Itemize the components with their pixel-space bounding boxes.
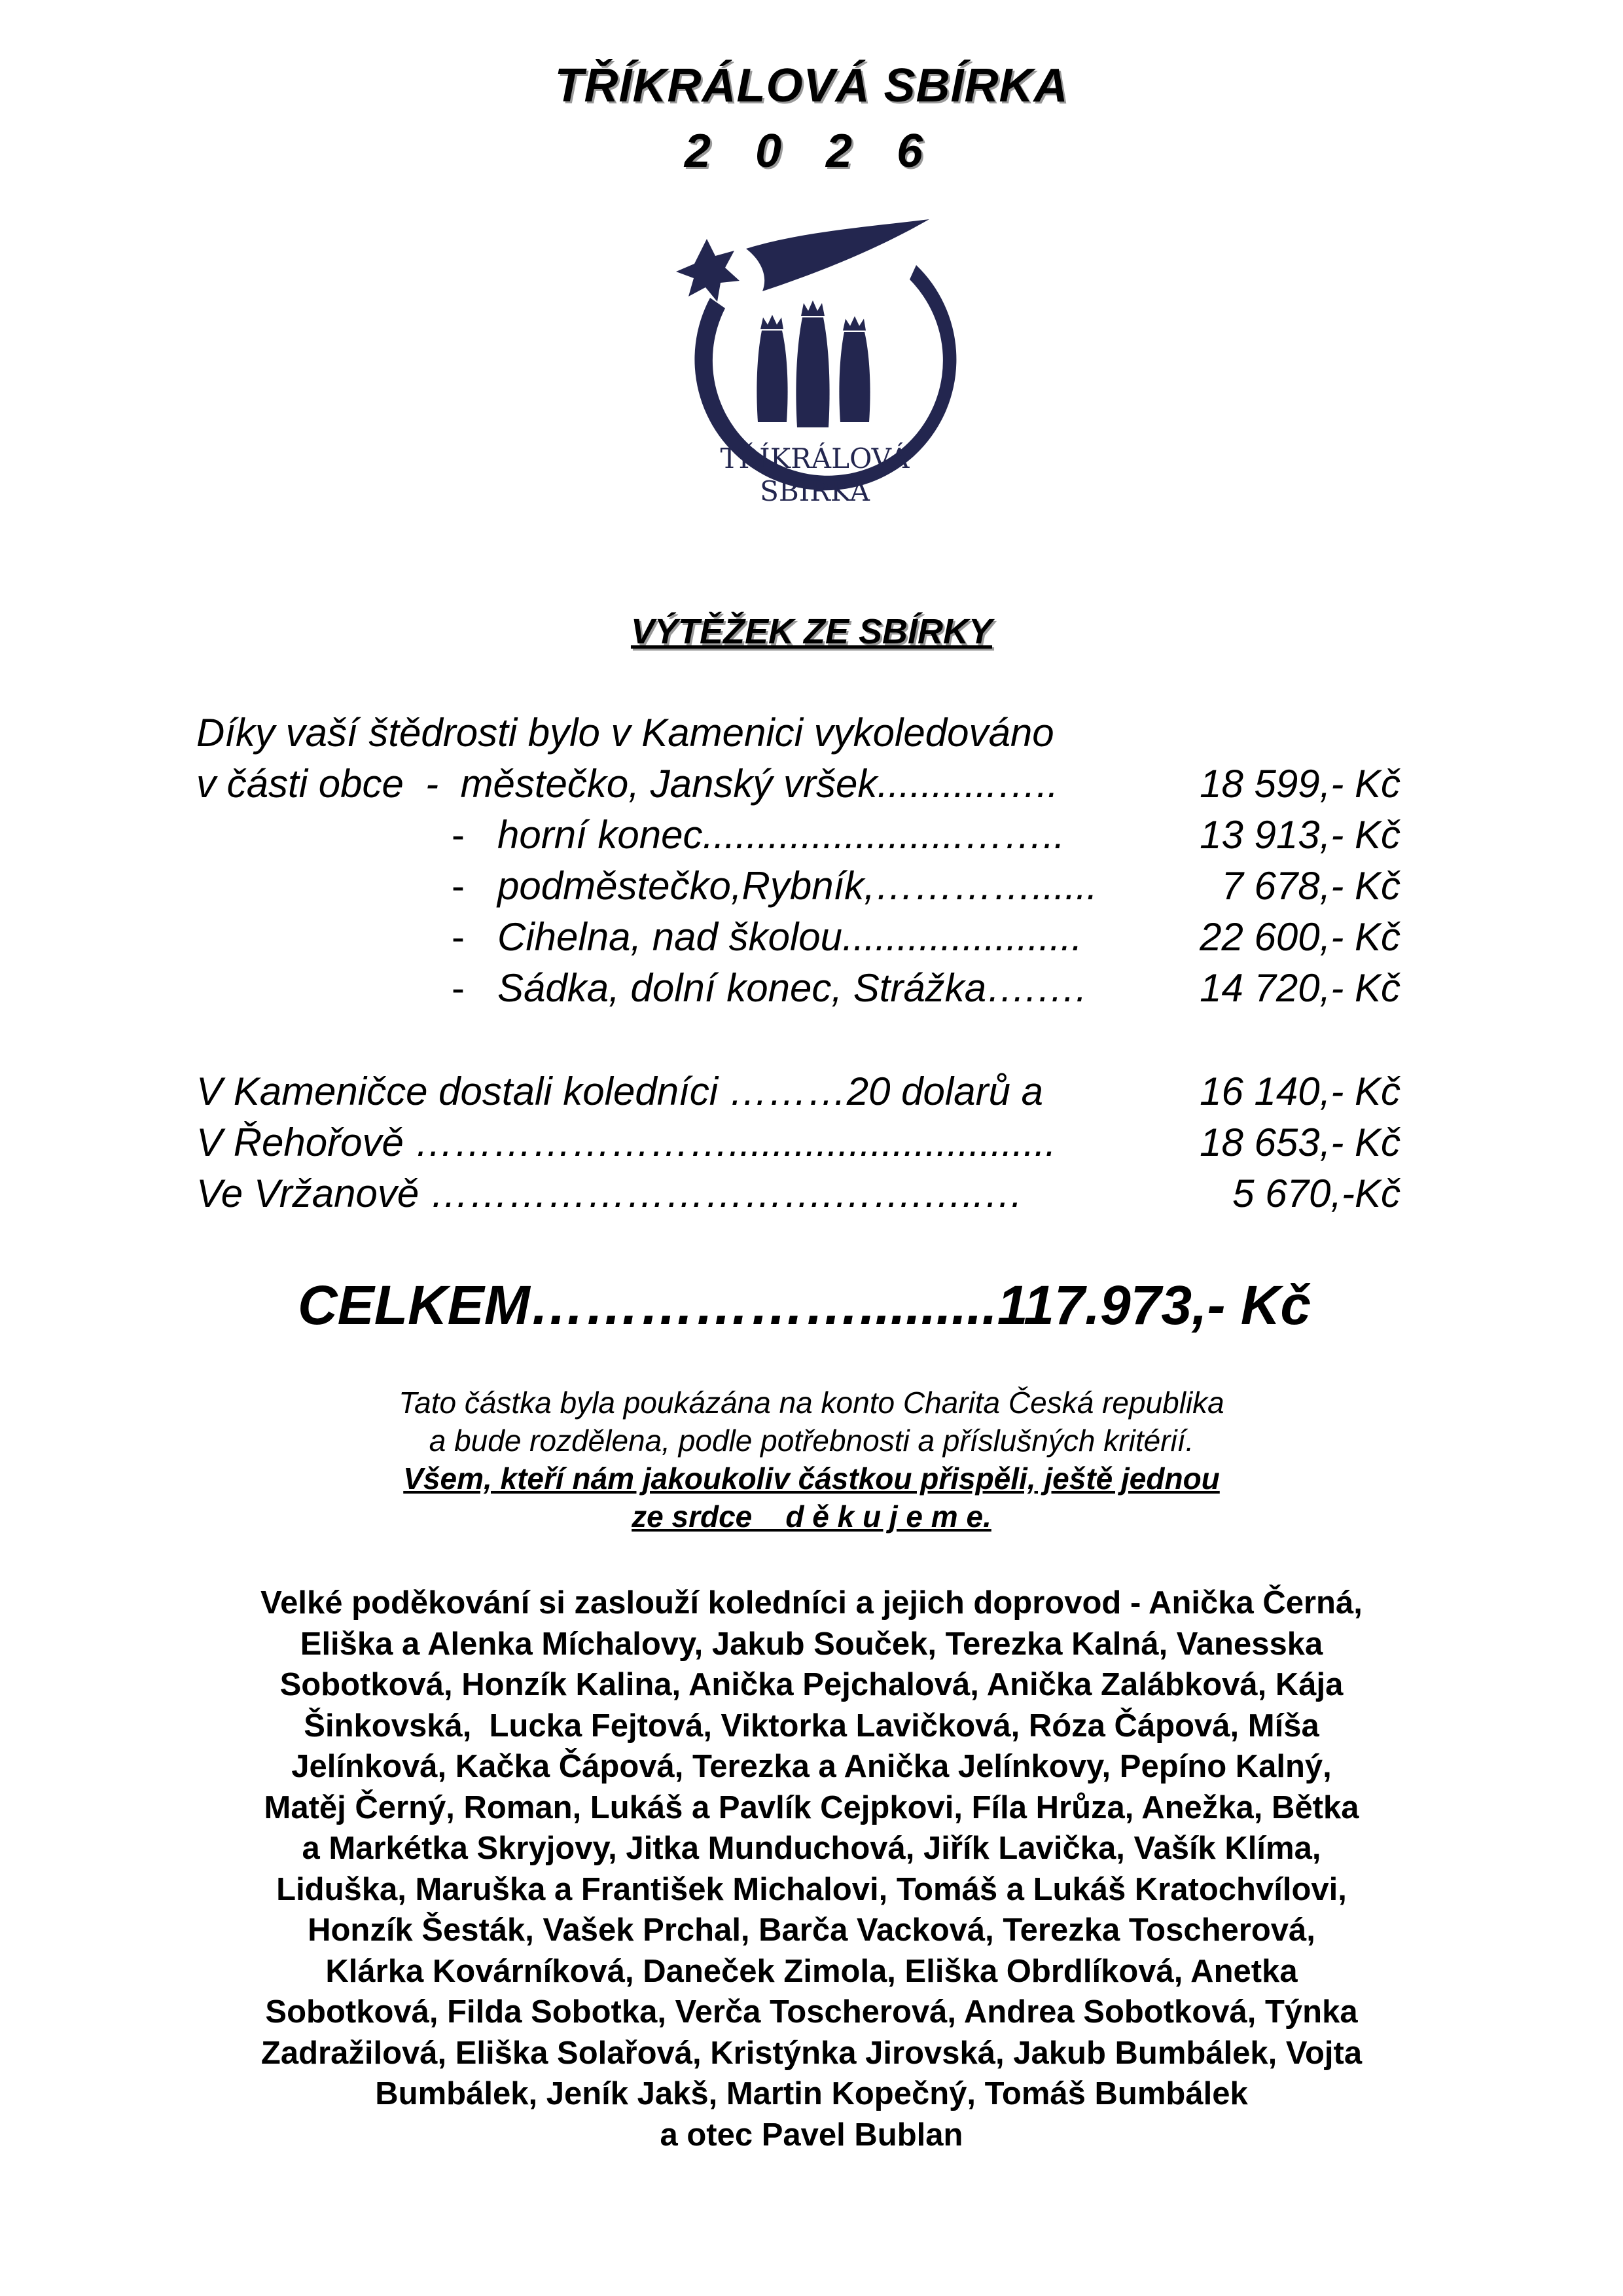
district-label: v části obce - městečko, Janský vršek...........….. — [196, 762, 1059, 806]
credits-line: Zadražilová, Eliška Solařová, Kristýnka Jirovská, Jakub Bumbálek, Vojta — [260, 2035, 1363, 2071]
list-dash: - — [452, 813, 465, 857]
credits-line: Sobotková, Filda Sobotka, Verča Toscherová, Andrea Sobotková, Týnka — [265, 1994, 1358, 2030]
district-label: Sádka, dolní konec, Strážka….…. — [497, 966, 1087, 1010]
king-crown-icon — [801, 300, 825, 316]
district-amount: 18 599,- Kč — [1200, 762, 1400, 806]
district-row — [196, 915, 1400, 963]
credits-line: Matěj Černý, Roman, Lukáš a Pavlík Cejpkovi, Fíla Hrůza, Anežka, Bětka — [264, 1789, 1359, 1825]
three-kings-star-logo — [648, 219, 975, 543]
list-dash: - — [452, 966, 465, 1010]
list-dash: - — [452, 864, 465, 908]
credits-line: Klárka Kovárníková, Daneček Zimola, Eliška Obrdlíková, Anetka — [325, 1953, 1298, 1989]
logo-line-2: SBÍRKA — [760, 475, 870, 507]
village-amount: 5 670,-Kč — [1232, 1172, 1400, 1215]
district-label: podměstečko,Rybník,…………...... — [497, 864, 1097, 908]
village-row — [196, 1069, 1400, 1118]
village-amount: 18 653,- Kč — [1200, 1121, 1400, 1164]
note-line: Tato částka byla poukázána na konto Charita Česká republika — [399, 1386, 1224, 1420]
page-title: TŘÍKRÁLOVÁ SBÍRKA — [554, 60, 1069, 112]
district-amount: 7 678,- Kč — [1221, 864, 1400, 908]
king-figure-icon — [757, 331, 787, 422]
king-figure-icon — [796, 317, 829, 427]
section-heading: VÝTĚŽEK ZE SBÍRKY — [630, 612, 993, 651]
village-amount: 16 140,- Kč — [1200, 1069, 1400, 1113]
credits-paragraph — [170, 1583, 1453, 2155]
district-amount: 14 720,- Kč — [1200, 966, 1400, 1010]
credits-line: Honzík Šesták, Vašek Prchal, Barča Vacková, Terezka Toscherová, — [308, 1912, 1315, 1948]
village-row — [196, 1123, 1400, 1169]
credits-line: Bumbálek, Jeník Jakš, Martin Kopečný, Tomáš Bumbálek — [375, 2076, 1248, 2111]
credits-line: Jelínková, Kačka Čápová, Terezka a Anička Jelínkovy, Pepíno Kalný, — [291, 1749, 1332, 1784]
district-label: Cihelna, nad školou...................... — [497, 915, 1082, 959]
credits-line: Velké poděkování si zaslouží koledníci a jejich doprovod - Anička Černá, — [260, 1585, 1363, 1621]
note-line: a bude rozdělena, podle potřebnosti a příslušných kritérií. — [429, 1424, 1194, 1458]
king-figure-icon — [839, 332, 870, 422]
credits-line: a Markétka Skryjovy, Jitka Munduchová, Jiřík Lavička, Vašík Klíma, — [302, 1831, 1321, 1866]
credits-line: a otec Pavel Bublan — [660, 2117, 963, 2153]
village-label: V Kameničce dostali koledníci ………20 dolarů a — [196, 1069, 1043, 1113]
thanks-line: Všem, kteří nám jakoukoliv částkou přispěli, ještě jednou — [403, 1462, 1220, 1496]
village-label: V Řehořově …………………….............................. — [196, 1121, 1056, 1164]
comet-tail-icon — [746, 219, 929, 291]
district-label: horní konec........................…….. — [497, 813, 1065, 857]
credits-line: Šinkovská, Lucka Fejtová, Viktorka Lavičková, Róza Čápová, Míša — [304, 1708, 1319, 1744]
total-amount: CELKEM……………….........117.973,- Kč — [298, 1274, 1311, 1336]
intro-line: Díky vaší štědrosti bylo v Kamenici vykoledováno — [196, 711, 1054, 755]
star-icon — [676, 239, 740, 302]
district-amount: 22 600,- Kč — [1200, 915, 1400, 959]
district-row — [196, 966, 1400, 1014]
credits-line: Sobotková, Honzík Kalina, Anička Pejchalová, Anička Zalábková, Kája — [279, 1667, 1344, 1702]
page-year: 2 0 2 6 — [684, 125, 939, 177]
district-row — [196, 764, 1400, 810]
logo-line-1: TŘÍKRÁLOVÁ — [720, 442, 910, 475]
village-row — [196, 1174, 1400, 1220]
thanks-line: ze srdce d ě k u j e m e. — [632, 1499, 991, 1534]
district-row — [196, 813, 1400, 861]
district-amount: 13 913,- Kč — [1200, 813, 1400, 857]
king-crown-icon — [843, 316, 866, 331]
village-label: Ve Vržanově ………………………….…….…..… — [196, 1172, 1024, 1215]
king-crown-icon — [760, 315, 783, 329]
credits-line: Liduška, Maruška a František Michalovi, Tomáš a Lukáš Kratochvílovi, — [276, 1871, 1347, 1907]
list-dash: - — [452, 915, 465, 959]
credits-line: Eliška a Alenka Míchalovy, Jakub Souček, Terezka Kalná, Vanesska — [300, 1626, 1323, 1662]
district-row — [196, 864, 1400, 912]
